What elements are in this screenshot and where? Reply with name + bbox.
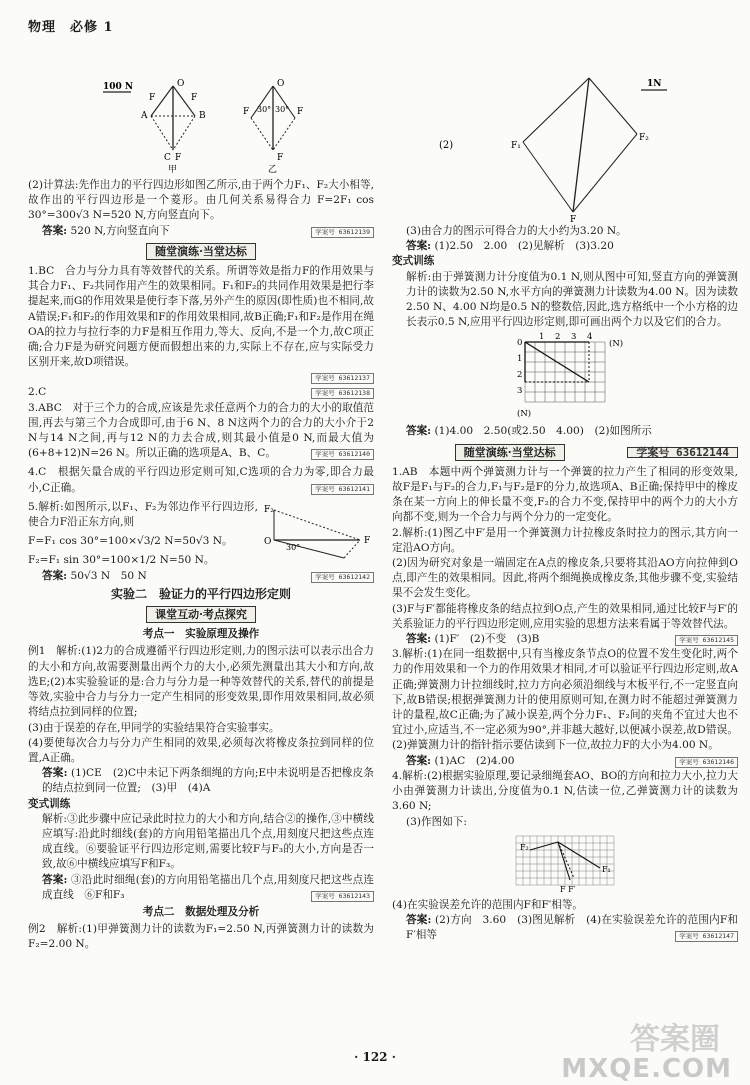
svg-text:100 N: 100 N [103, 82, 134, 92]
variant-1-title: 变式训练 [28, 797, 71, 810]
svg-text:30°: 30° [286, 542, 301, 552]
svg-text:F₂: F₂ [520, 842, 529, 852]
svg-text:30°: 30° [257, 105, 272, 114]
practice2-q2-b: (2)因为研究对象是一端固定在A点的橡皮条,只要将其沿AO方向拉伸到O点,即产生的效果相同。因此,将两个细绳换成橡皮条,其他步骤不变,实验结果不会发生变化。 [392, 557, 738, 600]
svg-text:(2): (2) [439, 140, 454, 151]
banner-practice: 随堂演练·当堂达标 [28, 243, 374, 260]
right-column [392, 70, 738, 943]
svg-text:F: F [175, 153, 182, 163]
practice2-q3: 3.解析:(1)在同一组数据中,只有当橡皮条节点O的位置不发生变化时,两个力的作用效果和一个力的作用效果才相同,才可以验证平行四边形定则,故A正确;弹簧测力计拉细线时,拉力方向必须沿细线与木板平行,不一定竖直向下,故B错误;根据弹簧测力计的使用原则可知,在测力时不能超过弹簧测力计的量程,故C正确;为了减小误差,两个分力F₁、F₂间的夹角不宜过大也不宜过小,应适当,不一定必须为90°,并非越大越好,以便减小误差,故D错误。(2)弹簧测力计的指针指示要估读到下一位,故拉力F的大小为4.00 N。 [392, 648, 738, 752]
svg-text:F: F [364, 535, 371, 546]
svg-text:F: F [297, 107, 304, 117]
example-1: 例1 解析:(1)2力的合成遵循平行四边形定则,力的图示法可以表示出合力的大小和方向,故需要测量出两个力的大小,必须先测量出其大小和方向,故选E;(2)本实验验证的是:合力与分力是一种等效替代的关系,替代的前提是等效,实验中合力与分力一定产生相同的形变效果,即作用效果相同,故必须将结点拉到同样的位置; [28, 645, 374, 719]
svg-text:C: C [164, 153, 171, 163]
topic-1-title: 考点一 实验原理及操作 [142, 628, 260, 641]
svg-text:乙: 乙 [268, 165, 278, 175]
variant-1-analysis: 解析:③此步骤中应记录此时拉力的大小和方向,结合②的操作,③中横线应填写:沿此时细线(套)的方向用铅笔描出几个点,用刻度尺把这些点连成直线。⑥要验证平行四边形定则,需要比较F与F₃的大小,方向是否一致,故⑥中横线应填写F和F₃。 [42, 812, 374, 871]
topic-2-title: 考点二 数据处理及分析 [142, 905, 260, 918]
calc-method: (2)计算法:先作出力的平行四边形如图乙所示,由于两个力F₁、F₂大小相等,故作出的平行四边形是一个菱形。由几何关系易得合力 F=2F₁ cos 30°=300√3 N=520 N,方向竖直向下。 [28, 179, 374, 222]
answer-1: 答案: 520 N,方向竖直向下 学案号 63612139 [28, 224, 374, 239]
example-2: 例2 解析:(1)甲弹簧测力计的读数为F₁=2.50 N,丙弹簧测力计的读数为F₂=2.00 N。 [28, 923, 374, 951]
variant-2-title: 变式训练 [392, 255, 435, 268]
svg-text:B: B [199, 111, 206, 121]
answer-s4: 答案: (2)方向 3.60 (3)图见解析 (4)在实验误差允许的范围内F和F′相等 学案号 63612147 [406, 913, 738, 942]
svg-text:F F′: F F′ [560, 884, 576, 894]
svg-text:A: A [141, 111, 148, 121]
practice2-q2-c: (3)F与F′都能将橡皮条的结点拉到O点,产生的效果相同,通过比较F与F′的关系验证力的平行四边形定则,应用实验的思想方法来看属于等效替代法。 [392, 602, 738, 630]
svg-text:O: O [277, 79, 285, 89]
page-number: · 122 · [354, 1050, 396, 1064]
left-column: 100 N O F F A B C F 甲 O F F 30° 30° F 乙 (2)计算法:先作出力的平行四边形如图乙所示,由于两个力F₁、F₂大小相等,故作出的平行四边形是一个菱形。由几何关系易得合力 F=2F₁ cos 30°=300√3 N=520 N,方向竖直向下。 答案: 520 N,方向竖直向下 学案号 63612139 随堂演练·当堂达标 1.BC 合力与分力具有等效替代的关系。所谓等效是指力F的作用效果与其合力F₁、F₂共同作用产生的效果相同。F₁和F₂的共同作用效果是把行李提起来,而G的作用效果是使行李下落,另外产生的原因(即性质)也不相同,故A错误;F₁和F₂的作用效果和F的作用效果相同,故B正确;F₁和F₂是作用在绳OA的拉力与拉行李的力F是相互作用力,等大、反向,不是一个力,故C项正确;合力F是为研究问题方便而假想出来的力,实际上不存在,应与实际受力区别开来,故D项错误。 学案号 63612137 2.C 学案号 63612138 3.ABC 对于三个力的合成,应该是先求任意两个力的合力的大小的取值范围,再去与第三个力合成即可,由于6 N、8 N这两个力的合力的大小介于2 N与14 N之间,再与12 N的力去合成,则其最小值是0 N,而最大值为(6+8+12)N=26 N。所以正确的选项是A、B、C。 学案号 63612140 4.C 根据矢量合成的平行四边形定则可知,C选项的合力为零,即合力最小,C正确。 学案号 63612141 5.解析:如图所示,以F₁、F₂为邻边作平行四边形,使合力F沿正东方向,则 F₂ O 30° F F=F₁ cos 30°=100×√3/2 N=50√3 N。 F₂=F₁ sin 30°=100×1/2 N=50 N。 答案: 50√3 N 50 N 学案号 63612142 实验二 验证力的平行四边形定则 课堂互动·考点探究 考点一 实验原理及操作 例1 解析:(1)2力的合成遵循平行四边形定则,力的图示法可以表示出合力的大小和方向,故需要测量出两个力的大小,必须先测量出其大小和方向,故选E;(2)本实验验证的是:合力与分力是一种等效替代的关系,替代的前提是等效,实验中合力与分力一定产生相同的形变效果,即作用效果相同,故必须将结点拉到同样的位置; (3)由于误差的存在,甲同学的实验结果符合实验事实。 (4)要使每次合力与分力产生相同的效果,必须每次将橡皮条拉到同样的位置,A正确。 答案: (1)CE (2)C中未记下两条细绳的方向;E中未说明是否把橡皮条的结点拉到同一位置; (3)甲 (4)A 变式训练 解析:③此步骤中应记录此时拉力的大小和方向,结合②的操作,③中横线应填写:沿此时细线(套)的方向用铅笔描出几个点,用刻度尺把这些点连成直线。⑥要验证平行四边形定则,需要比较F与F₃的大小,方向是否一致,故⑥中横线应填写F和F₃。 答案: ③沿此时细绳(套)的方向用铅笔描出几个点,用刻度尺把这些点连成直线 ⑥F和F₃ 学案号 63612143 考点二 数据处理及分析 例2 解析:(1)甲弹簧测力计的读数为F₁=2.50 N,丙弹簧测力计的读数为F₂=2.00 N。 [28, 76, 374, 953]
svg-text:O: O [177, 79, 185, 89]
experiment-title: 实验二 验证力的平行四边形定则 [110, 586, 291, 601]
q5-force-figure [264, 500, 374, 562]
practice2-q4-c: (4)在实验误差允许的范围内F和F′相等。 [392, 898, 584, 911]
practice-q2: 2.C 学案号 63612138 [28, 385, 374, 400]
variant-2-analysis: 解析:由于弹簧测力计分度值为0.1 N,则从图中可知,竖直方向的弹簧测力计的读数为2.50 N,水平方向的弹簧测力计读数为4.00 N。因为读数2.50 N、4.00 N均是0.5 N的整数倍,因此,选方格纸中一个小方格的边长表示0.5 N,应用平行四边形定则,即可画出两个力以及它们的合力。 [406, 270, 738, 329]
svg-text:30°: 30° [275, 105, 290, 114]
svg-text:1: 1 [517, 354, 523, 365]
answer-ex2: 答案: (1)2.50 2.00 (2)见解析 (3)3.20 [406, 240, 614, 253]
practice-q3: 3.ABC 对于三个力的合成,应该是先求任意两个力的合力的大小的取值范围,再去与第三个力合成即可,由于6 N、8 N这两个力的合力的大小介于2 N与14 N之间,再与12 N的力去合成,则其最小值是0 N,而最大值为(6+8+12)N=26 N。所以正确的选项是A、B、C。 [28, 401, 374, 460]
practice-q4: 4.C 根据矢量合成的平行四边形定则可知,C选项的合力为零,即合力最小,C正确。 [28, 466, 374, 494]
force-diagram-jia-yi [51, 78, 351, 176]
answer-s2: 答案: (1)F′ (2)不变 (3)B 学案号 63612145 [392, 632, 738, 647]
example-1-c: (4)要使每次合力与分力产生相同的效果,必须每次将橡皮条拉到同样的位置,A正确。 [28, 736, 374, 764]
answer-variant-1: 答案: ③沿此时细绳(套)的方向用铅笔描出几个点,用刻度尺把这些点连成直线 ⑥F和F₃ 学案号 63612143 [42, 873, 374, 901]
answer-variant-2: 答案: (1)4.00 2.50(或2.50 4.00) (2)如图所示 [406, 425, 652, 438]
svg-text:2: 2 [555, 332, 561, 343]
practice2-q4: 4.解析:(2)根据实验原理,要记录细绳套AO、BO的方向和拉力大小,拉力大小由弹簧测力计读出,分度值为0.1 N,估读一位,乙弹簧测力计的读数为3.60 N; [392, 769, 738, 813]
practice2-q1: 1.AB 本题中两个弹簧测力计与一个弹簧的拉力产生了相同的形变效果,故F是F₁与F₂的合力,F₁与F₂是F的分力,故选项A、B正确;保持甲中的橡皮条在某一方向上的伸长量不变,F₂的合力不变,保持甲中的两个力的大小方向都不变,则为一个合力与两个分力的一定变化。 [392, 465, 738, 524]
svg-text:O: O [264, 536, 272, 547]
svg-text:F: F [570, 215, 577, 222]
watermark-logo: 答案圈 [630, 1021, 720, 1057]
svg-text:F: F [149, 93, 156, 103]
svg-text:(N): (N) [609, 339, 624, 350]
svg-text:F₂: F₂ [639, 133, 649, 143]
svg-text:1: 1 [539, 332, 545, 343]
page-header: 物理 必修 1 [28, 20, 114, 35]
svg-text:(N): (N) [517, 409, 532, 420]
banner-practice-2: 随堂演练·当堂达标 学案号 63612144 [392, 444, 738, 461]
svg-text:3: 3 [517, 386, 523, 397]
svg-text:4: 4 [587, 332, 593, 343]
svg-text:2: 2 [517, 370, 523, 381]
svg-text:F: F [191, 93, 198, 103]
scale-bar-100n [103, 82, 133, 92]
svg-text:0: 0 [517, 338, 523, 349]
svg-text:F: F [243, 107, 250, 117]
q4-grid-figure [510, 832, 620, 896]
answer-ex1: 答案: (1)CE (2)C中未记下两条细绳的方向;E中未说明是否把橡皮条的结点拉到同一位置; (3)甲 (4)A [42, 767, 374, 795]
scale-bar-1n [641, 79, 667, 90]
svg-text:F: F [277, 153, 284, 163]
svg-text:F₁: F₁ [602, 864, 611, 874]
svg-text:3: 3 [571, 332, 577, 343]
diagram-yi [243, 79, 303, 175]
svg-text:F₂: F₂ [264, 504, 274, 515]
svg-text:1N: 1N [647, 79, 662, 89]
practice2-q2: 2.解析:(1)图乙中F′是用一个弹簧测力计拉橡皮条时拉力的图示,其方向一定沿AO方向。 [392, 526, 738, 554]
svg-text:F₁: F₁ [511, 141, 521, 151]
answer-5: 答案: 50√3 N 50 N 学案号 63612142 [28, 569, 374, 584]
practice2-q4-b: (3)作图如下: [406, 815, 467, 828]
practice-q1: 1.BC 合力与分力具有等效替代的关系。所谓等效是指力F的作用效果与其合力F₁、F₂共同作用产生的效果相同。F₁和F₂的共同作用效果是把行李提起来,而G的作用效果是使行李下落,另外产生的原因(即性质)也不相同,故A错误;F₁和F₂的作用效果和F的作用效果相同,故B正确;F₁和F₂是作用在绳OA的拉力与拉行李的力F是相互作用力,等大、反向,不是一个力,故C项正确;合力F是为研究问题方便而假想出来的力,实际上不存在,应与实际受力区别开来,故D项错误。 [28, 265, 374, 369]
resultant-force-figure [415, 72, 715, 222]
example-1-b: (3)由于误差的存在,甲同学的实验结果符合实验事实。 [28, 721, 280, 734]
svg-text:甲: 甲 [168, 165, 178, 175]
watermark-url: MXQE.COM [561, 1053, 732, 1084]
right-q3: (3)由合力的图示可得合力的大小约为3.20 N。 [406, 225, 627, 237]
banner-class: 课堂互动·考点探究 [28, 606, 374, 623]
diagram-jia [140, 79, 206, 175]
grid-figure [505, 332, 625, 422]
answer-s3: 答案: (1)AC (2)4.00 学案号 63612146 [392, 754, 738, 769]
practice-q5: 5.解析:如图所示,以F₁、F₂为邻边作平行四边形,使合力F沿正东方向,则 F₂ O 30° F F=F₁ cos 30°=100×√3/2 N=50√3 N。 F₂=F₁ sin 30°=100×1/2 N=50 N。 [28, 500, 374, 569]
